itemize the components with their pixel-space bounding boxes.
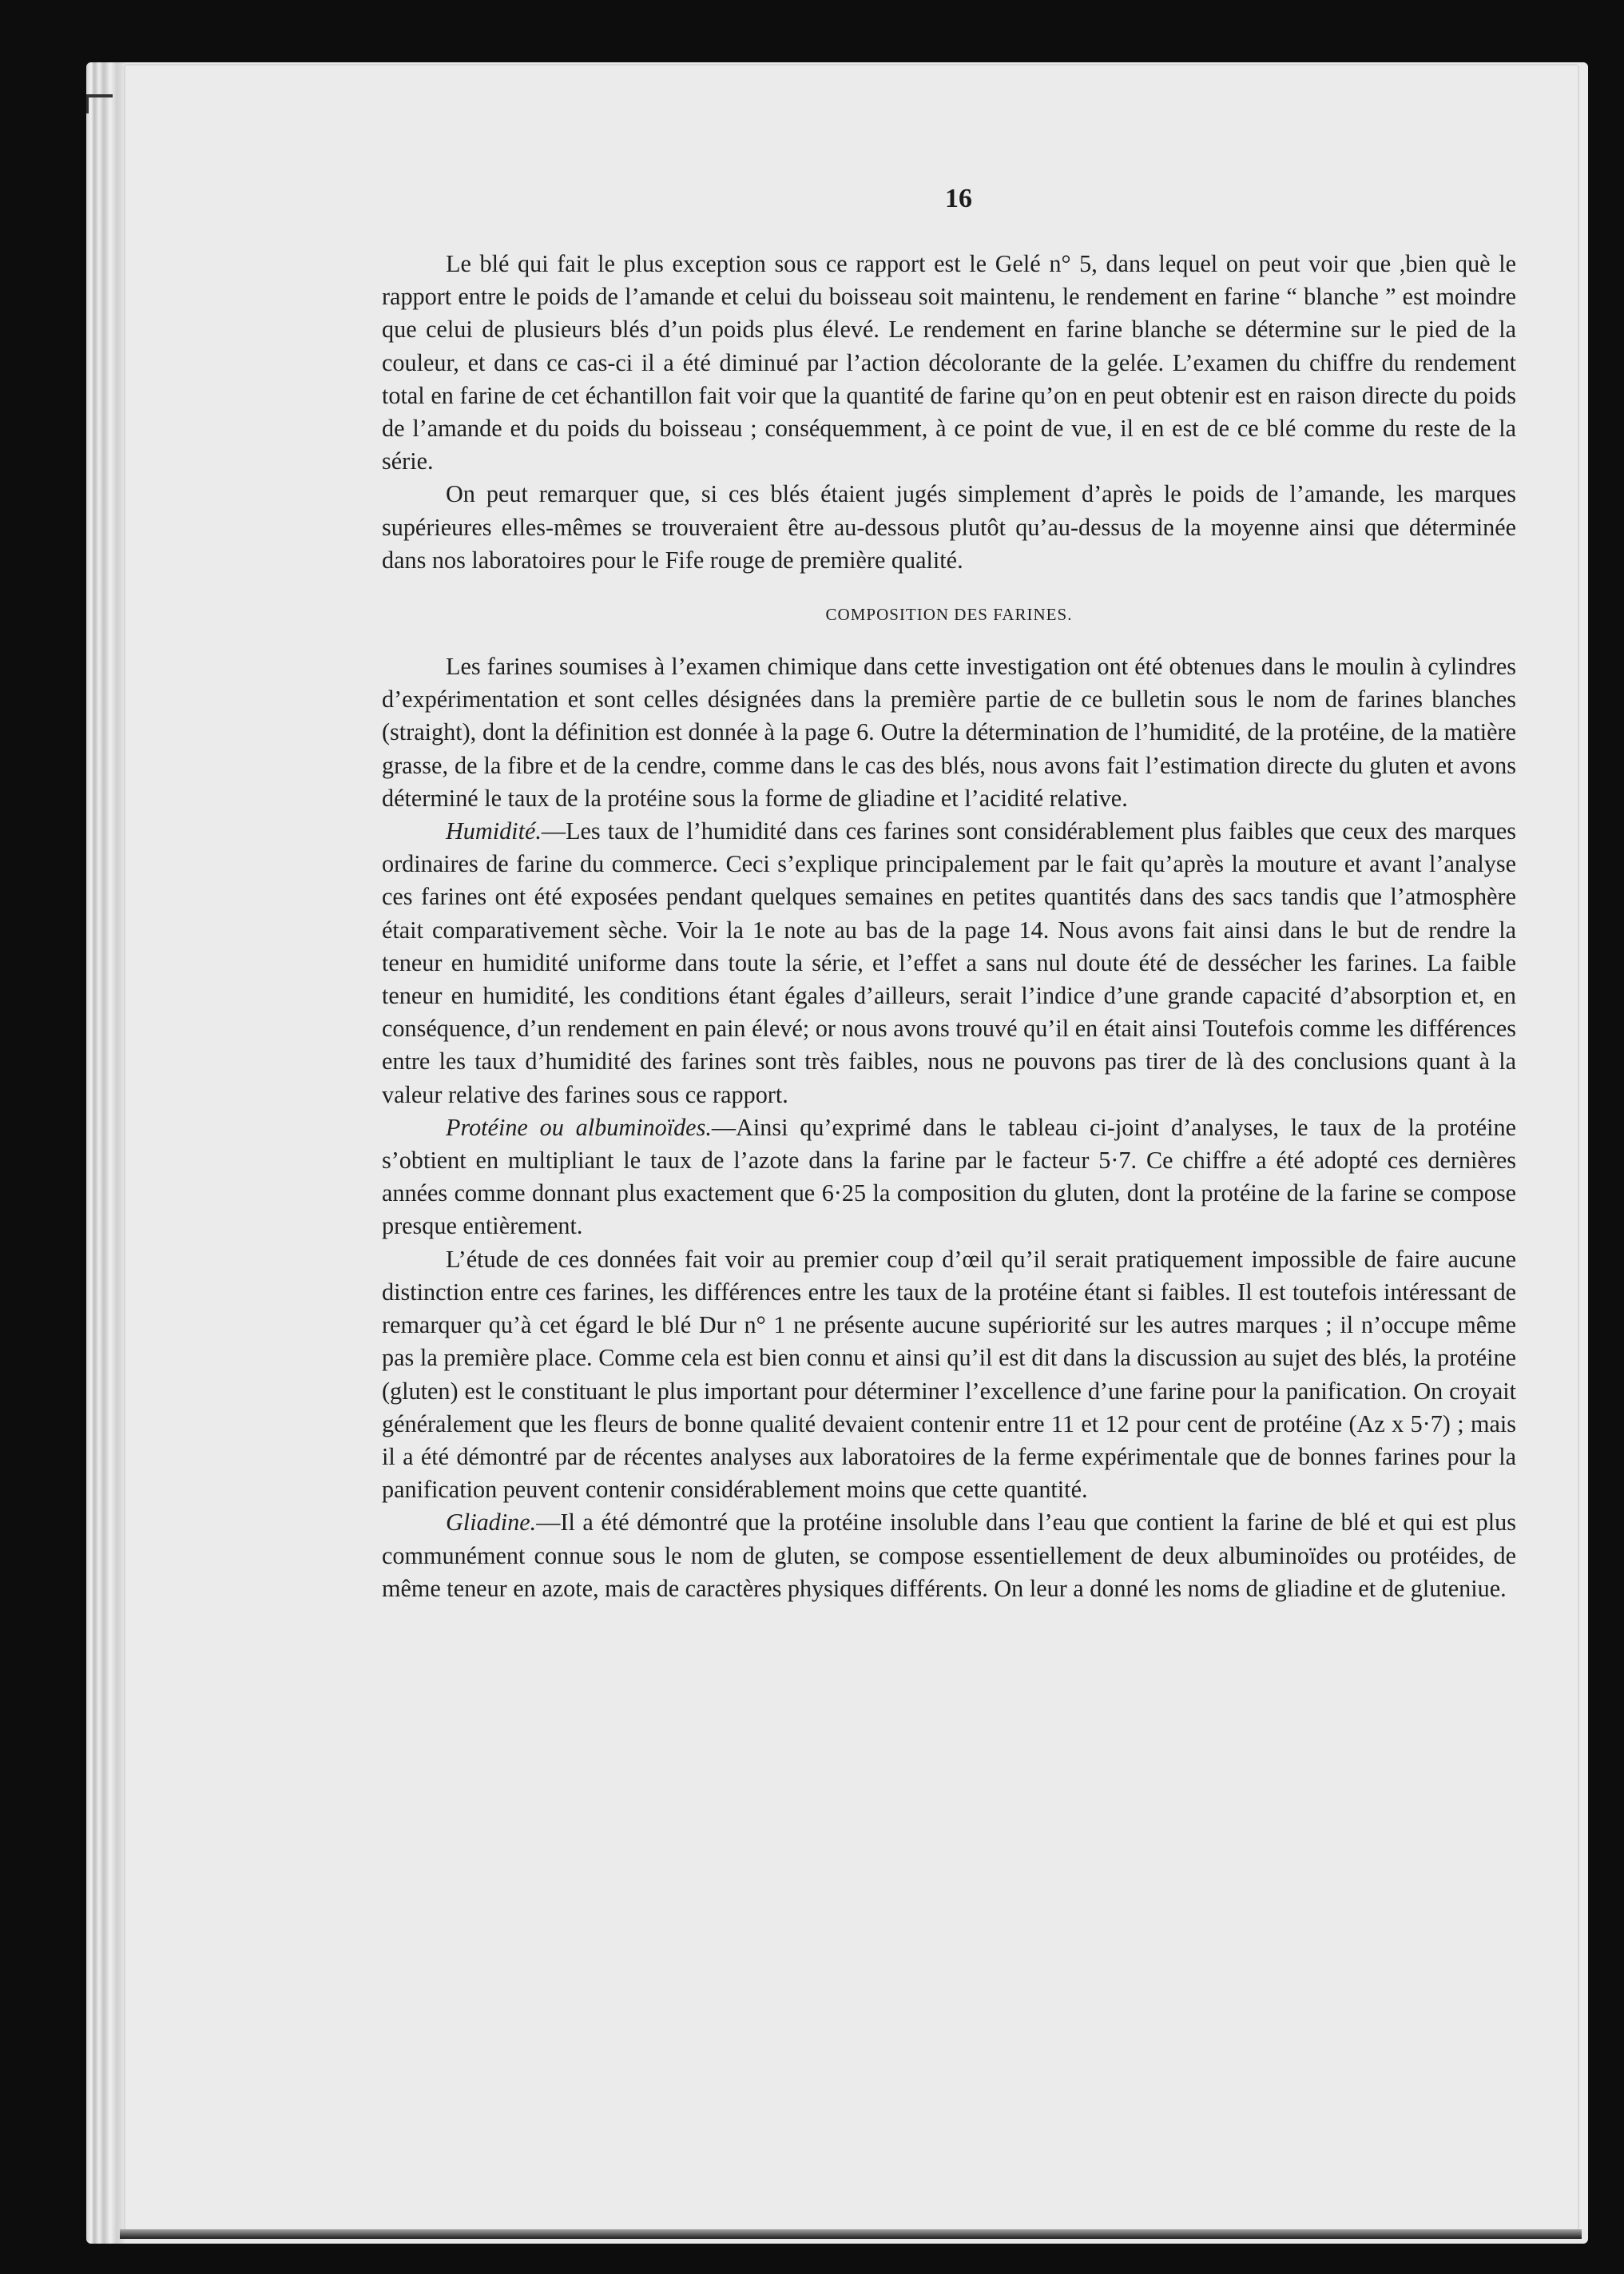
paragraph-gliadine (382, 1506, 1516, 1605)
paragraph-2: On peut remarquer que, si ces blés étaient jugés simplement d’après le poids de l’amande, les marques supérieures elles-mêmes se trouveraient être au-dessous plutôt qu’au-dessus de la moyenne ainsi que déterminée dans nos laboratoires pour le Fife rouge de première qualité. (382, 480, 1516, 574)
page-bottom-shadow (120, 2229, 1582, 2239)
corner-mark (86, 94, 113, 113)
paragraph-label-humidite: Humidité. (446, 817, 542, 845)
paragraph-etude: L’étude de ces données fait voir au premier coup d’œil qu’il serait pratiquement impossible de faire aucune distinction entre ces farines, les différences entre les taux de la protéine étant si faibles. Il est toutefois intéressant de remarquer qu’à cet égard le blé Dur n° 1 ne présente aucune supériorité sur les autres marques ; il n’occupe même pas la première place. Comme cela est bien connu et ainsi qu’il est dit dans la discussion au sujet des blés, la protéine (gluten) est le constituant le plus important pour déterminer l’excellence d’une farine pour la panification. On croyait généralement que les fleurs de bonne qualité devaient contenir entre 11 et 12 pour cent de protéine (Az x 5·7) ; mais il a été démontré par de récentes analyses aux laboratoires de la ferme expérimentale que de bonnes farines pour la panification peuvent contenir considérablement moins que cette quantité. (382, 1245, 1516, 1504)
page-body (382, 248, 1516, 1605)
paragraph-3: Les farines soumises à l’examen chimique dans cette investigation ont été obtenues dans le moulin à cylindres d’expérimentation et sont celles désignées dans la première partie de ce bulletin sous le nom de farines blanches (straight), dont la définition est donnée à la page 6. Outre la détermination de l’humidité, de la protéine, de la matière grasse, de la fibre et de la cendre, comme dans le cas des blés, nous avons fait l’estimation directe du gluten et avons déterminé le taux de la protéine sous la forme de gliadine et l’acidité relative. (382, 653, 1516, 812)
paragraph-proteine (382, 1111, 1516, 1243)
paragraph-text-humidite: —Les taux de l’humidité dans ces farines sont considérablement plus faibles que ceux des marques ordinaires de farine du commerce. Ceci s’explique principalement par le fait qu’après la mouture et avant l’analyse ces farines ont été exposées pendant quelques semaines en petites quantités dans des sacs tandis que l’atmosphère était comparativement sèche. Voir la 1e note au bas de la page 14. Nous avons fait ainsi dans le but de rendre la teneur en humidité uniforme dans toute la série, et l’effet a sans nul doute été de dessécher les farines. La faible teneur en humidité, les conditions étant égales d’ailleurs, serait l’indice d’une grande capacité d’absorption et, en conséquence, d’un rendement en pain élevé; or nous avons trouvé qu’il en était ainsi Toutefois comme les différences entre les taux d’humidité des farines sont très faibles, nous ne pouvons pas tirer de là des conclusions quant à la valeur relative des farines sous ce rapport. (382, 817, 1516, 1108)
paragraph-humidite (382, 815, 1516, 1111)
section-heading: COMPOSITION DES FARINES. (825, 605, 1073, 625)
paragraph-text-proteine: —Ainsi qu’exprimé dans le tableau ci-joint d’analyses, le taux de la protéine s’obtient en multipliant le taux de l’azote dans la farine par le facteur 5·7. Ce chiffre a été adopté ces dernières années comme donnant plus exactement que 6·25 la composition du gluten, dont la protéine de la farine se compose presque entièrement. (382, 1113, 1516, 1240)
paragraph-1: Le blé qui fait le plus exception sous ce rapport est le Gelé n° 5, dans lequel on peut voir que ,bien què le rapport entre le poids de l’amande et celui du boisseau soit maintenu, le rendement en farine “ blanche ” est moindre que celui de plusieurs blés d’un poids plus élevé. Le rendement en farine blanche se détermine sur le pied de la couleur, et dans ce cas-ci il a été diminué par l’action décolorante de la gelée. L’examen du chiffre du rendement total en farine de cet échantillon fait voir que la quantité de farine qu’on en peut obtenir est en raison directe du poids de l’amande et du poids du boisseau ; conséquemment, à ce point de vue, il en est de ce blé comme du reste de la série. (382, 250, 1516, 475)
page-number: 16 (945, 184, 972, 213)
paragraph-text-gliadine: —Il a été démontré que la protéine insoluble dans l’eau que contient la farine de blé et qui est plus communément connue sous le nom de gluten, se compose essentiellement de deux albuminoïdes ou protéides, de même teneur en azote, mais de caractères physiques différents. On leur a donné les noms de gliadine et de gluteniue. (382, 1509, 1516, 1602)
paragraph-label-proteine: Protéine ou albuminoïdes. (446, 1113, 712, 1141)
paragraph-label-gliadine: Gliadine. (446, 1509, 537, 1537)
